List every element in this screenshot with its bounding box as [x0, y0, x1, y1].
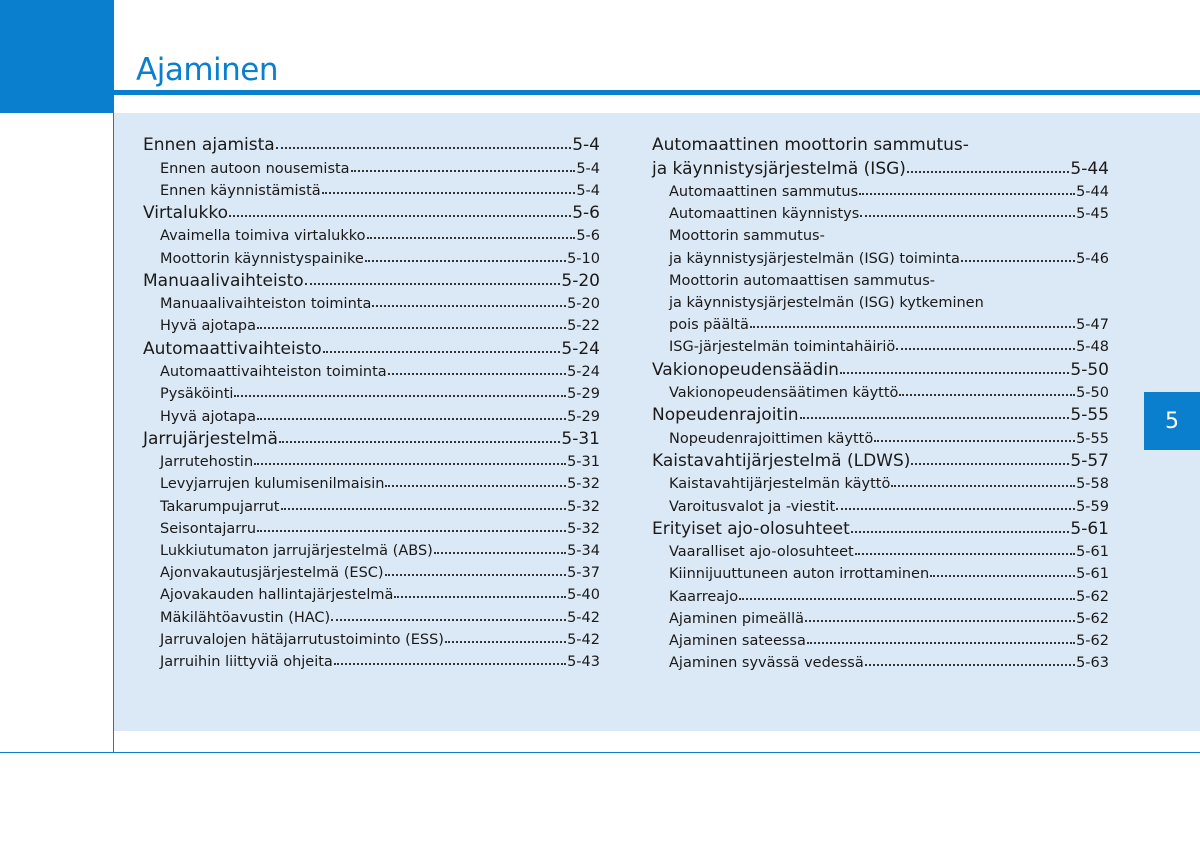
toc-entry-label: Ajovakauden hallintajärjestelmä: [160, 587, 394, 604]
toc-page-number: 5-42: [567, 631, 600, 648]
toc-section-entry[interactable]: [652, 404, 1109, 428]
toc-subsection-entry[interactable]: [143, 629, 600, 651]
toc-subsection-entry[interactable]: [143, 651, 600, 673]
toc-page-number: 5-59: [1076, 498, 1109, 515]
dot-leader: [365, 260, 566, 262]
dot-leader: [234, 395, 566, 397]
dot-leader: [836, 508, 1075, 510]
toc-entry-label: Ajaminen syvässä vedessä: [669, 655, 864, 672]
dot-leader: [434, 552, 566, 554]
toc-page-number: 5-62: [1076, 610, 1109, 627]
dot-leader: [807, 642, 1075, 644]
toc-entry-label: Automaattivaihteiston toiminta: [160, 364, 387, 381]
toc-subsection-entry[interactable]: [143, 383, 600, 405]
toc-subsection-entry[interactable]: [143, 473, 600, 495]
toc-entry-label: Nopeudenrajoitin: [652, 405, 799, 426]
toc-entry-label: Mäkilähtöavustin (HAC): [160, 609, 331, 626]
toc-entry-label: Vakionopeudensäädin: [652, 359, 839, 380]
dot-leader: [385, 485, 566, 487]
toc-subsection-entry[interactable]: [652, 336, 1109, 358]
dot-leader: [865, 664, 1075, 666]
toc-subsection-entry[interactable]: [652, 541, 1109, 563]
dot-leader: [331, 619, 566, 621]
toc-entry-label: Takarumpujarrut: [160, 498, 280, 515]
toc-section-entry[interactable]: [143, 428, 600, 452]
toc-entry-label: Ennen autoon nousemista: [160, 160, 350, 177]
toc-entry-label: Vakionopeudensäätimen käyttö: [669, 385, 899, 401]
dot-leader: [896, 348, 1075, 350]
toc-page-number: 5-32: [567, 476, 600, 493]
dot-leader: [372, 305, 566, 307]
toc-page-number: 5-44: [1076, 184, 1109, 200]
toc-entry-label: pois päältä: [669, 317, 749, 334]
toc-entry-label: ja käynnistysjärjestelmä (ISG): [652, 158, 906, 179]
toc-entry-label: Pysäköinti: [160, 386, 234, 403]
dot-leader: [276, 147, 572, 149]
dot-leader: [860, 215, 1075, 217]
toc-subsection-entry[interactable]: [652, 652, 1109, 674]
toc-subsection-entry[interactable]: [143, 584, 600, 606]
toc-page-number: 5-58: [1076, 476, 1109, 493]
dot-leader: [891, 485, 1075, 487]
toc-page-number: 5-6: [572, 202, 600, 223]
toc-subsection-entry[interactable]: [143, 315, 600, 337]
toc-section-entry[interactable]: [652, 158, 1109, 182]
toc-page-number: 5-4: [576, 182, 600, 199]
toc-page-number: 5-55: [1076, 430, 1109, 447]
toc-entry-label: Lukkiutumaton jarrujärjestelmä (ABS): [160, 542, 433, 559]
toc-subsection-entry[interactable]: [652, 496, 1109, 518]
footer-rule: [0, 752, 1200, 753]
dot-leader: [257, 327, 566, 329]
corner-color-block: [0, 0, 114, 113]
dot-leader: [800, 417, 1070, 419]
toc-page-number: 5-6: [576, 228, 600, 245]
dot-leader: [805, 620, 1075, 622]
toc-section-entry[interactable]: [143, 338, 600, 362]
dot-leader: [385, 574, 567, 576]
toc-entry-label: Automaattinen käynnistys: [669, 206, 860, 223]
toc-subsection-entry[interactable]: [143, 293, 600, 315]
toc-page-number: 5-44: [1070, 158, 1109, 179]
toc-subsection-entry[interactable]: [652, 563, 1109, 585]
toc-page-number: 5-61: [1070, 518, 1109, 539]
toc-entry-label: Virtalukko: [143, 202, 229, 223]
toc-page-number: 5-29: [567, 386, 600, 403]
toc-section-entry[interactable]: [143, 270, 600, 294]
toc-subsection-entry[interactable]: [143, 361, 600, 383]
dot-leader: [257, 530, 566, 532]
dot-leader: [351, 170, 576, 172]
dot-leader: [840, 372, 1070, 374]
toc-entry-label: Kiinnijuuttuneen auton irrottaminen: [669, 566, 930, 583]
toc-page-number: 5-22: [567, 318, 600, 335]
toc-page-number: 5-50: [1076, 385, 1109, 401]
toc-subsection-entry[interactable]: [652, 382, 1109, 404]
toc-page-number: 5-20: [567, 296, 600, 313]
toc-page-number: 5-43: [567, 653, 600, 670]
toc-subsection-entry[interactable]: [652, 473, 1109, 495]
toc-entry-label: Levyjarrujen kulumisenilmaisin: [160, 476, 385, 493]
dot-leader: [305, 283, 561, 285]
toc-subsection-entry[interactable]: [143, 562, 600, 584]
toc-entry-continued-label: ja käynnistysjärjestelmän (ISG) kytkeminen: [669, 294, 984, 311]
toc-entry-label: Moottorin käynnistyspainike: [160, 250, 364, 267]
toc-page-number: 5-45: [1076, 206, 1109, 223]
toc-subsection-entry[interactable]: [652, 203, 1109, 225]
dot-leader: [445, 641, 566, 643]
toc-entry-label: Jarruvalojen hätäjarrutustoiminto (ESS): [160, 631, 444, 648]
toc-subsection-entry[interactable]: [652, 428, 1109, 450]
toc-page-number: 5-48: [1076, 339, 1109, 356]
toc-entry-label: ISG-järjestelmän toimintahäiriö: [669, 339, 896, 356]
toc-entry-continued-label: Moottorin automaattisen sammutus-: [669, 272, 936, 289]
toc-page-number: 5-10: [567, 250, 600, 267]
toc-subsection-entry[interactable]: [143, 406, 600, 428]
dot-leader: [874, 440, 1075, 442]
toc-page-number: 5-40: [567, 587, 600, 604]
toc-page-number: 5-55: [1070, 405, 1109, 426]
toc-page-number: 5-63: [1076, 655, 1109, 672]
toc-page-number: 5-50: [1070, 359, 1109, 380]
toc-entry-label: Hyvä ajotapa: [160, 408, 257, 425]
toc-subsection-entry[interactable]: [652, 314, 1109, 336]
toc-section-entry[interactable]: [143, 202, 600, 226]
dot-leader: [907, 171, 1069, 173]
dot-leader: [281, 508, 567, 510]
dot-leader: [930, 575, 1075, 577]
toc-page-number: 5-4: [576, 160, 600, 177]
dot-leader: [334, 663, 566, 665]
dot-leader: [899, 394, 1075, 396]
toc-page-number: 5-31: [567, 454, 600, 471]
toc-subsection-entry[interactable]: [143, 158, 600, 180]
toc-entry-label: Hyvä ajotapa: [160, 318, 257, 335]
toc-entry-label: Avaimella toimiva virtalukko: [160, 228, 366, 245]
toc-page-number: 5-37: [567, 565, 600, 582]
toc-entry-label: Kaistavahtijärjestelmä (LDWS): [652, 450, 911, 471]
page-title: Ajaminen: [136, 52, 278, 88]
toc-entry-label: Jarrutehostin: [160, 454, 254, 471]
toc-subsection-entry[interactable]: [652, 608, 1109, 630]
toc-page-number: 5-62: [1076, 588, 1109, 605]
toc-entry-label: Ennen käynnistämistä: [160, 182, 321, 199]
toc-page-number: 5-20: [561, 270, 600, 291]
toc-page-number: 5-57: [1070, 450, 1109, 471]
dot-leader: [911, 463, 1069, 465]
toc-column-left: [143, 134, 600, 673]
toc-subsection-entry[interactable]: [652, 630, 1109, 652]
toc-column-right: [652, 134, 1109, 674]
dot-leader: [322, 192, 576, 194]
toc-subsection-entry[interactable]: [652, 248, 1109, 270]
toc-page-number: 5-24: [561, 338, 600, 359]
toc-section-entry[interactable]: [652, 359, 1109, 383]
dot-leader: [323, 351, 561, 353]
chapter-tab[interactable]: 5: [1144, 392, 1200, 450]
toc-page-number: 5-24: [567, 364, 600, 381]
toc-page-number: 5-32: [567, 520, 600, 537]
toc-subsection-entry[interactable]: [143, 248, 600, 270]
toc-entry-label: Vaaralliset ajo-olosuhteet: [669, 544, 854, 561]
toc-entry-label: Ajaminen sateessa: [669, 633, 806, 649]
dot-leader: [851, 531, 1070, 533]
toc-entry-label: Automaattivaihteisto: [143, 338, 322, 359]
toc-page-number: 5-61: [1076, 566, 1109, 583]
toc-entry-label: ja käynnistysjärjestelmän (ISG) toiminta: [669, 250, 960, 267]
toc-subsection-entry[interactable]: [143, 180, 600, 202]
toc-subsection-entry[interactable]: [143, 518, 600, 540]
toc-entry-label: Nopeudenrajoittimen käyttö: [669, 430, 874, 447]
dot-leader: [229, 215, 571, 217]
toc-section-entry[interactable]: [143, 134, 600, 158]
toc-entry-label: Varoitusvalot ja -viestit: [669, 498, 836, 515]
toc-page-number: 5-34: [567, 542, 600, 559]
toc-page-number: 5-31: [561, 428, 600, 449]
toc-page-number: 5-62: [1076, 633, 1109, 649]
dot-leader: [254, 463, 566, 465]
toc-entry-label: Seisontajarru: [160, 520, 257, 537]
toc-subsection-entry[interactable]: [143, 496, 600, 518]
left-margin-line: [113, 95, 114, 752]
dot-leader: [859, 193, 1075, 195]
toc-subsection-entry[interactable]: [143, 225, 600, 247]
toc-page-number: 5-29: [567, 408, 600, 425]
dot-leader: [961, 260, 1075, 262]
toc-subsection-entry[interactable]: [143, 540, 600, 562]
toc-subsection-entry[interactable]: [143, 451, 600, 473]
toc-entry-continued-label: Moottorin sammutus-: [669, 228, 825, 245]
toc-entry-label: Jarruihin liittyviä ohjeita: [160, 653, 333, 670]
dot-leader: [367, 237, 576, 239]
toc-entry-continued-label: Automaattinen moottorin sammutus-: [652, 135, 969, 155]
dot-leader: [394, 596, 566, 598]
toc-page-number: 5-46: [1076, 250, 1109, 267]
dot-leader: [388, 373, 566, 375]
dot-leader: [257, 418, 566, 420]
toc-entry-label: Erityiset ajo-olosuhteet: [652, 518, 850, 539]
dot-leader: [279, 441, 561, 443]
header-rule: [114, 90, 1200, 95]
toc-page-number: 5-47: [1076, 317, 1109, 334]
toc-entry-label: Manuaalivaihteisto: [143, 270, 304, 291]
toc-page-number: 5-42: [567, 609, 600, 626]
toc-page-number: 5-4: [572, 135, 600, 155]
toc-entry-label: Jarrujärjestelmä: [143, 428, 278, 449]
toc-entry-label: Ajaminen pimeällä: [669, 610, 805, 627]
toc-section-entry[interactable]: [652, 518, 1109, 542]
dot-leader: [739, 598, 1075, 600]
toc-section-entry[interactable]: [652, 450, 1109, 474]
dot-leader: [855, 553, 1075, 555]
toc-subsection-entry[interactable]: [652, 181, 1109, 203]
toc-entry-label: Ajonvakautusjärjestelmä (ESC): [160, 565, 384, 582]
dot-leader: [750, 326, 1075, 328]
toc-entry-label: Automaattinen sammutus: [669, 184, 859, 200]
toc-subsection-entry[interactable]: [143, 607, 600, 629]
toc-page-number: 5-32: [567, 498, 600, 515]
toc-entry-label: Kaistavahtijärjestelmän käyttö: [669, 476, 891, 493]
toc-entry-label: Ennen ajamista: [143, 135, 275, 155]
toc-entry-label: Manuaalivaihteiston toiminta: [160, 296, 372, 313]
toc-page-number: 5-61: [1076, 544, 1109, 561]
toc-entry-label: Kaarreajo: [669, 588, 739, 605]
toc-subsection-entry[interactable]: [652, 586, 1109, 608]
